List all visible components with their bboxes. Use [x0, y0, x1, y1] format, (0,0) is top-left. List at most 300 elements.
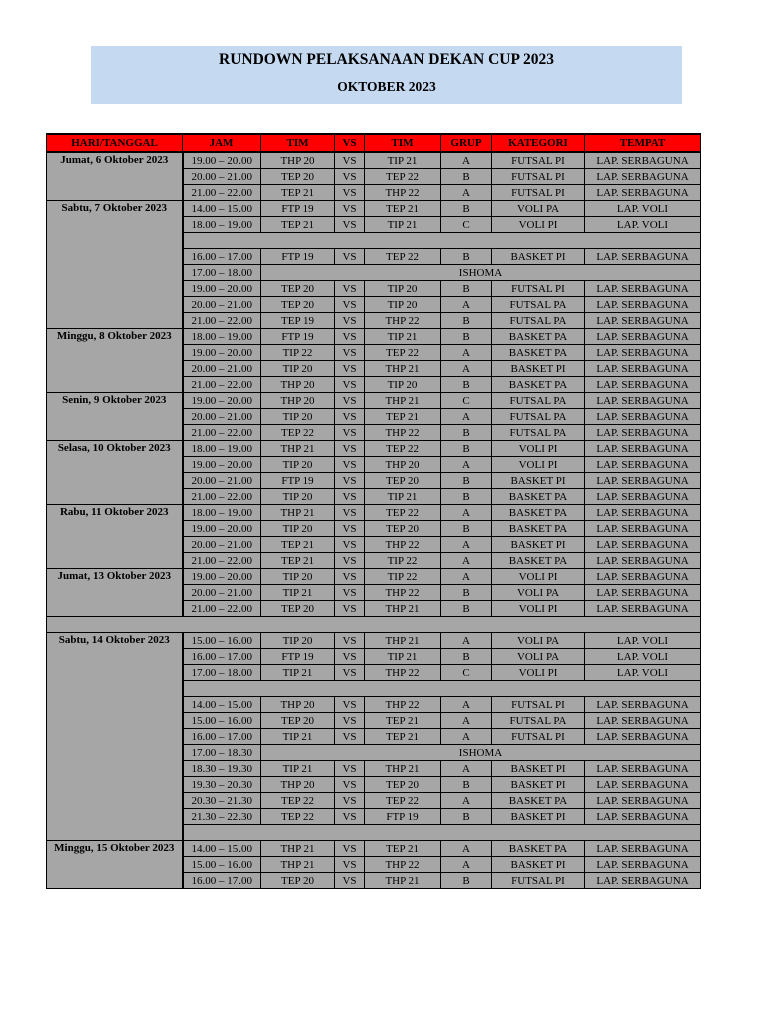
vs-cell: VS	[335, 169, 365, 185]
jam-cell: 21.00 – 22.00	[183, 313, 261, 329]
category-cell: BASKET PI	[492, 249, 585, 265]
team-b-cell: THP 21	[365, 633, 441, 649]
team-a-cell: TEP 19	[261, 313, 335, 329]
jam-cell: 19.00 – 20.00	[183, 521, 261, 537]
group-cell: A	[441, 553, 492, 569]
venue-cell: LAP. SERBAGUNA	[585, 489, 701, 505]
team-b-cell: THP 20	[365, 457, 441, 473]
table-row	[47, 201, 701, 217]
venue-cell: LAP. SERBAGUNA	[585, 345, 701, 361]
group-cell: A	[441, 457, 492, 473]
vs-cell: VS	[335, 713, 365, 729]
team-a-cell: TEP 21	[261, 537, 335, 553]
group-cell: A	[441, 857, 492, 873]
venue-cell: LAP. SERBAGUNA	[585, 152, 701, 169]
jam-cell: 21.00 – 22.00	[183, 377, 261, 393]
category-cell: VOLI PA	[492, 201, 585, 217]
group-cell: A	[441, 345, 492, 361]
category-cell: VOLI PI	[492, 217, 585, 233]
jam-cell: 20.00 – 21.00	[183, 473, 261, 489]
category-cell: VOLI PI	[492, 601, 585, 617]
vs-cell: VS	[335, 441, 365, 457]
day-cell: Jumat, 6 Oktober 2023	[47, 152, 183, 201]
jam-cell: 19.00 – 20.00	[183, 393, 261, 409]
team-a-cell: TEP 22	[261, 425, 335, 441]
team-b-cell: TIP 21	[365, 649, 441, 665]
vs-cell: VS	[335, 425, 365, 441]
team-a-cell: THP 20	[261, 377, 335, 393]
vs-cell: VS	[335, 665, 365, 681]
venue-cell: LAP. VOLI	[585, 649, 701, 665]
team-a-cell: TIP 20	[261, 489, 335, 505]
jam-cell: 15.00 – 16.00	[183, 633, 261, 649]
jam-cell: 16.00 – 17.00	[183, 649, 261, 665]
group-cell: B	[441, 521, 492, 537]
header-vs: VS	[335, 134, 365, 152]
team-b-cell: TEP 20	[365, 521, 441, 537]
venue-cell: LAP. SERBAGUNA	[585, 425, 701, 441]
jam-cell: 19.00 – 20.00	[183, 281, 261, 297]
group-cell: B	[441, 777, 492, 793]
group-cell: B	[441, 169, 492, 185]
jam-cell: 18.00 – 19.00	[183, 329, 261, 345]
venue-cell: LAP. SERBAGUNA	[585, 249, 701, 265]
team-b-cell: THP 21	[365, 361, 441, 377]
team-a-cell: TIP 21	[261, 665, 335, 681]
venue-cell: LAP. SERBAGUNA	[585, 857, 701, 873]
category-cell: BASKET PA	[492, 505, 585, 521]
venue-cell: LAP. SERBAGUNA	[585, 409, 701, 425]
vs-cell: VS	[335, 457, 365, 473]
vs-cell: VS	[335, 489, 365, 505]
group-cell: B	[441, 473, 492, 489]
vs-cell: VS	[335, 313, 365, 329]
category-cell: BASKET PA	[492, 329, 585, 345]
group-cell: C	[441, 665, 492, 681]
team-a-cell: FTP 19	[261, 249, 335, 265]
team-b-cell: THP 21	[365, 761, 441, 777]
category-cell: FUTSAL PA	[492, 425, 585, 441]
team-b-cell: TIP 20	[365, 377, 441, 393]
category-cell: VOLI PA	[492, 585, 585, 601]
team-a-cell: THP 21	[261, 441, 335, 457]
title-banner	[91, 46, 682, 104]
category-cell: VOLI PI	[492, 665, 585, 681]
team-b-cell: THP 22	[365, 313, 441, 329]
venue-cell: LAP. SERBAGUNA	[585, 169, 701, 185]
category-cell: FUTSAL PI	[492, 729, 585, 745]
team-a-cell: TEP 20	[261, 169, 335, 185]
venue-cell: LAP. SERBAGUNA	[585, 793, 701, 809]
category-cell: BASKET PA	[492, 793, 585, 809]
jam-cell: 20.00 – 21.00	[183, 169, 261, 185]
category-cell: BASKET PA	[492, 553, 585, 569]
day-cell: Sabtu, 14 Oktober 2023	[47, 633, 183, 841]
team-a-cell: TEP 20	[261, 713, 335, 729]
vs-cell: VS	[335, 729, 365, 745]
vs-cell: VS	[335, 793, 365, 809]
team-b-cell: THP 22	[365, 585, 441, 601]
category-cell: FUTSAL PI	[492, 152, 585, 169]
vs-cell: VS	[335, 649, 365, 665]
group-cell: A	[441, 297, 492, 313]
group-cell: A	[441, 793, 492, 809]
group-cell: B	[441, 585, 492, 601]
header-hari-tanggal: HARI/TANGGAL	[47, 134, 183, 152]
category-cell: BASKET PA	[492, 345, 585, 361]
vs-cell: VS	[335, 841, 365, 857]
team-b-cell: TIP 20	[365, 297, 441, 313]
team-a-cell: TIP 20	[261, 457, 335, 473]
vs-cell: VS	[335, 217, 365, 233]
jam-cell: 19.00 – 20.00	[183, 457, 261, 473]
jam-cell: 19.00 – 20.00	[183, 152, 261, 169]
vs-cell: VS	[335, 345, 365, 361]
table-row	[47, 841, 701, 857]
team-b-cell: TEP 22	[365, 505, 441, 521]
jam-cell: 20.00 – 21.00	[183, 297, 261, 313]
team-a-cell: TIP 21	[261, 761, 335, 777]
group-cell: B	[441, 425, 492, 441]
team-a-cell: THP 20	[261, 393, 335, 409]
team-a-cell: THP 21	[261, 505, 335, 521]
day-cell: Senin, 9 Oktober 2023	[47, 393, 183, 441]
team-a-cell: TEP 21	[261, 553, 335, 569]
group-cell: B	[441, 809, 492, 825]
group-cell: B	[441, 249, 492, 265]
table-header-row	[47, 134, 701, 152]
venue-cell: LAP. SERBAGUNA	[585, 537, 701, 553]
day-cell: Sabtu, 7 Oktober 2023	[47, 201, 183, 329]
venue-cell: LAP. SERBAGUNA	[585, 713, 701, 729]
venue-cell: LAP. SERBAGUNA	[585, 553, 701, 569]
jam-cell: 19.30 – 20.30	[183, 777, 261, 793]
team-b-cell: TIP 22	[365, 569, 441, 585]
team-b-cell: TEP 21	[365, 201, 441, 217]
table-row	[47, 441, 701, 457]
jam-cell: 21.00 – 22.00	[183, 425, 261, 441]
category-cell: FUTSAL PA	[492, 409, 585, 425]
team-a-cell: TIP 20	[261, 361, 335, 377]
group-cell: A	[441, 505, 492, 521]
team-a-cell: TIP 22	[261, 345, 335, 361]
jam-cell: 18.30 – 19.30	[183, 761, 261, 777]
jam-cell: 21.30 – 22.30	[183, 809, 261, 825]
group-cell: B	[441, 649, 492, 665]
jam-cell: 16.00 – 17.00	[183, 729, 261, 745]
jam-cell: 17.00 – 18.00	[183, 665, 261, 681]
vs-cell: VS	[335, 377, 365, 393]
team-a-cell: TIP 20	[261, 521, 335, 537]
category-cell: VOLI PI	[492, 441, 585, 457]
category-cell: FUTSAL PI	[492, 281, 585, 297]
team-b-cell: TEP 22	[365, 249, 441, 265]
vs-cell: VS	[335, 249, 365, 265]
jam-cell: 18.00 – 19.00	[183, 505, 261, 521]
team-b-cell: TEP 22	[365, 793, 441, 809]
vs-cell: VS	[335, 569, 365, 585]
page-subtitle: OKTOBER 2023	[337, 79, 436, 94]
team-b-cell: TEP 21	[365, 729, 441, 745]
jam-cell: 19.00 – 20.00	[183, 345, 261, 361]
group-cell: B	[441, 281, 492, 297]
blank-cell	[183, 233, 701, 249]
team-b-cell: TIP 21	[365, 152, 441, 169]
vs-cell: VS	[335, 281, 365, 297]
venue-cell: LAP. SERBAGUNA	[585, 761, 701, 777]
team-b-cell: TEP 22	[365, 345, 441, 361]
jam-cell: 16.00 – 17.00	[183, 249, 261, 265]
day-cell: Jumat, 13 Oktober 2023	[47, 569, 183, 617]
category-cell: VOLI PA	[492, 649, 585, 665]
venue-cell: LAP. SERBAGUNA	[585, 313, 701, 329]
group-cell: B	[441, 601, 492, 617]
jam-cell: 18.00 – 19.00	[183, 217, 261, 233]
jam-cell: 20.30 – 21.30	[183, 793, 261, 809]
group-cell: B	[441, 329, 492, 345]
team-b-cell: TIP 21	[365, 489, 441, 505]
team-a-cell: FTP 19	[261, 473, 335, 489]
team-a-cell: THP 20	[261, 777, 335, 793]
venue-cell: LAP. SERBAGUNA	[585, 457, 701, 473]
group-cell: B	[441, 873, 492, 889]
day-cell: Selasa, 10 Oktober 2023	[47, 441, 183, 505]
vs-cell: VS	[335, 473, 365, 489]
vs-cell: VS	[335, 537, 365, 553]
team-b-cell: THP 21	[365, 393, 441, 409]
jam-cell: 20.00 – 21.00	[183, 361, 261, 377]
vs-cell: VS	[335, 633, 365, 649]
table-row	[47, 633, 701, 649]
header-tim-1: TIM	[261, 134, 335, 152]
team-a-cell: FTP 19	[261, 329, 335, 345]
team-b-cell: TEP 21	[365, 713, 441, 729]
category-cell: VOLI PA	[492, 633, 585, 649]
vs-cell: VS	[335, 361, 365, 377]
vs-cell: VS	[335, 601, 365, 617]
header-tim-2: TIM	[365, 134, 441, 152]
group-cell: A	[441, 409, 492, 425]
blank-cell	[47, 617, 701, 633]
jam-cell: 21.00 – 22.00	[183, 553, 261, 569]
team-b-cell: THP 22	[365, 697, 441, 713]
team-a-cell: TEP 20	[261, 601, 335, 617]
venue-cell: LAP. SERBAGUNA	[585, 777, 701, 793]
vs-cell: VS	[335, 521, 365, 537]
team-b-cell: TEP 22	[365, 169, 441, 185]
team-a-cell: TIP 21	[261, 585, 335, 601]
team-a-cell: TEP 20	[261, 297, 335, 313]
category-cell: BASKET PI	[492, 857, 585, 873]
vs-cell: VS	[335, 185, 365, 201]
venue-cell: LAP. SERBAGUNA	[585, 601, 701, 617]
team-a-cell: TEP 20	[261, 873, 335, 889]
vs-cell: VS	[335, 585, 365, 601]
category-cell: BASKET PI	[492, 809, 585, 825]
group-cell: A	[441, 152, 492, 169]
venue-cell: LAP. SERBAGUNA	[585, 361, 701, 377]
group-cell: A	[441, 729, 492, 745]
rundown-table	[46, 133, 701, 889]
ishoma-cell: ISHOMA	[261, 265, 701, 281]
ishoma-cell: ISHOMA	[261, 745, 701, 761]
group-cell: B	[441, 489, 492, 505]
team-a-cell: FTP 19	[261, 201, 335, 217]
team-b-cell: TIP 21	[365, 329, 441, 345]
venue-cell: LAP. SERBAGUNA	[585, 473, 701, 489]
vs-cell: VS	[335, 873, 365, 889]
vs-cell: VS	[335, 809, 365, 825]
jam-cell: 19.00 – 20.00	[183, 569, 261, 585]
group-cell: A	[441, 697, 492, 713]
group-cell: B	[441, 201, 492, 217]
venue-cell: LAP. VOLI	[585, 633, 701, 649]
category-cell: FUTSAL PA	[492, 297, 585, 313]
team-a-cell: TEP 21	[261, 185, 335, 201]
team-b-cell: THP 21	[365, 873, 441, 889]
jam-cell: 20.00 – 21.00	[183, 409, 261, 425]
vs-cell: VS	[335, 553, 365, 569]
category-cell: BASKET PA	[492, 489, 585, 505]
venue-cell: LAP. SERBAGUNA	[585, 377, 701, 393]
group-cell: C	[441, 393, 492, 409]
category-cell: BASKET PI	[492, 777, 585, 793]
category-cell: BASKET PA	[492, 521, 585, 537]
team-b-cell: TEP 21	[365, 841, 441, 857]
group-cell: A	[441, 361, 492, 377]
vs-cell: VS	[335, 152, 365, 169]
category-cell: BASKET PI	[492, 537, 585, 553]
category-cell: BASKET PA	[492, 377, 585, 393]
team-b-cell: THP 22	[365, 425, 441, 441]
jam-cell: 14.00 – 15.00	[183, 697, 261, 713]
vs-cell: VS	[335, 697, 365, 713]
group-cell: A	[441, 713, 492, 729]
venue-cell: LAP. SERBAGUNA	[585, 505, 701, 521]
separator-row	[47, 617, 701, 633]
category-cell: BASKET PA	[492, 841, 585, 857]
jam-cell: 15.00 – 16.00	[183, 713, 261, 729]
group-cell: A	[441, 633, 492, 649]
day-cell: Minggu, 8 Oktober 2023	[47, 329, 183, 393]
team-b-cell: THP 22	[365, 537, 441, 553]
team-a-cell: TEP 20	[261, 281, 335, 297]
category-cell: FUTSAL PA	[492, 713, 585, 729]
team-a-cell: TIP 21	[261, 729, 335, 745]
venue-cell: LAP. SERBAGUNA	[585, 297, 701, 313]
vs-cell: VS	[335, 857, 365, 873]
team-a-cell: FTP 19	[261, 649, 335, 665]
blank-cell	[183, 825, 701, 841]
team-b-cell: THP 22	[365, 857, 441, 873]
venue-cell: LAP. SERBAGUNA	[585, 393, 701, 409]
venue-cell: LAP. SERBAGUNA	[585, 569, 701, 585]
category-cell: BASKET PI	[492, 761, 585, 777]
team-b-cell: TEP 20	[365, 473, 441, 489]
category-cell: FUTSAL PI	[492, 185, 585, 201]
venue-cell: LAP. SERBAGUNA	[585, 441, 701, 457]
category-cell: VOLI PI	[492, 457, 585, 473]
team-a-cell: TEP 22	[261, 793, 335, 809]
team-b-cell: TIP 21	[365, 217, 441, 233]
group-cell: A	[441, 537, 492, 553]
venue-cell: LAP. SERBAGUNA	[585, 281, 701, 297]
team-b-cell: TIP 20	[365, 281, 441, 297]
jam-cell: 16.00 – 17.00	[183, 873, 261, 889]
venue-cell: LAP. VOLI	[585, 665, 701, 681]
team-b-cell: THP 21	[365, 601, 441, 617]
jam-cell: 15.00 – 16.00	[183, 857, 261, 873]
venue-cell: LAP. VOLI	[585, 217, 701, 233]
category-cell: BASKET PI	[492, 361, 585, 377]
group-cell: A	[441, 185, 492, 201]
group-cell: B	[441, 441, 492, 457]
team-a-cell: THP 21	[261, 857, 335, 873]
table-row	[47, 569, 701, 585]
vs-cell: VS	[335, 329, 365, 345]
venue-cell: LAP. SERBAGUNA	[585, 521, 701, 537]
table-row	[47, 505, 701, 521]
team-b-cell: TEP 21	[365, 409, 441, 425]
team-b-cell: TIP 22	[365, 553, 441, 569]
team-b-cell: TEP 20	[365, 777, 441, 793]
venue-cell: LAP. SERBAGUNA	[585, 841, 701, 857]
jam-cell: 20.00 – 21.00	[183, 537, 261, 553]
jam-cell: 17.00 – 18.00	[183, 265, 261, 281]
vs-cell: VS	[335, 409, 365, 425]
page-title: RUNDOWN PELAKSANAAN DEKAN CUP 2023	[219, 51, 554, 68]
table-row	[47, 329, 701, 345]
team-a-cell: THP 20	[261, 152, 335, 169]
group-cell: A	[441, 841, 492, 857]
header-grup: GRUP	[441, 134, 492, 152]
jam-cell: 14.00 – 15.00	[183, 841, 261, 857]
day-cell: Minggu, 15 Oktober 2023	[47, 841, 183, 889]
team-a-cell: THP 21	[261, 841, 335, 857]
category-cell: VOLI PI	[492, 569, 585, 585]
group-cell: C	[441, 217, 492, 233]
table-row	[47, 393, 701, 409]
category-cell: FUTSAL PI	[492, 697, 585, 713]
group-cell: B	[441, 313, 492, 329]
jam-cell: 18.00 – 19.00	[183, 441, 261, 457]
table-row	[47, 152, 701, 169]
vs-cell: VS	[335, 297, 365, 313]
day-cell: Rabu, 11 Oktober 2023	[47, 505, 183, 569]
venue-cell: LAP. SERBAGUNA	[585, 809, 701, 825]
group-cell: A	[441, 761, 492, 777]
team-b-cell: TEP 22	[365, 441, 441, 457]
team-a-cell: TEP 21	[261, 217, 335, 233]
jam-cell: 21.00 – 22.00	[183, 601, 261, 617]
team-a-cell: TEP 22	[261, 809, 335, 825]
header-tempat: TEMPAT	[585, 134, 701, 152]
venue-cell: LAP. SERBAGUNA	[585, 185, 701, 201]
header-jam: JAM	[183, 134, 261, 152]
vs-cell: VS	[335, 761, 365, 777]
group-cell: B	[441, 377, 492, 393]
team-b-cell: FTP 19	[365, 809, 441, 825]
blank-cell	[183, 681, 701, 697]
category-cell: FUTSAL PI	[492, 169, 585, 185]
category-cell: BASKET PI	[492, 473, 585, 489]
vs-cell: VS	[335, 777, 365, 793]
venue-cell: LAP. SERBAGUNA	[585, 729, 701, 745]
vs-cell: VS	[335, 505, 365, 521]
jam-cell: 17.00 – 18.30	[183, 745, 261, 761]
venue-cell: LAP. SERBAGUNA	[585, 329, 701, 345]
category-cell: FUTSAL PA	[492, 313, 585, 329]
